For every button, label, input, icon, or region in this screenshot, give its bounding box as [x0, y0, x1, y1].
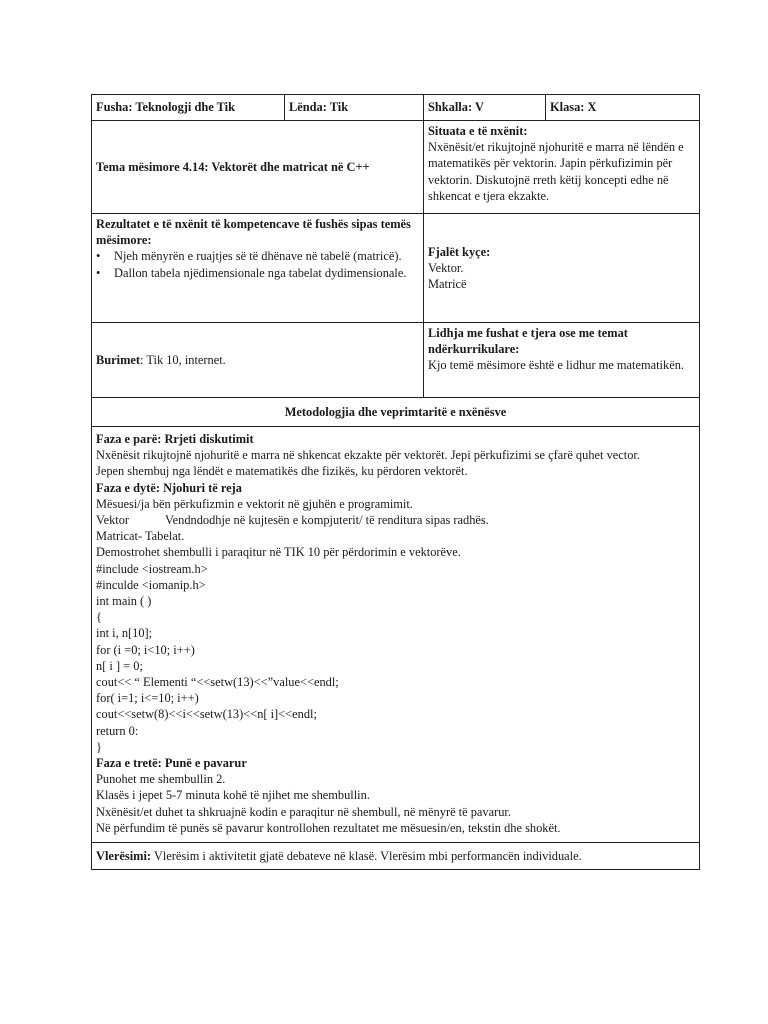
faza1-p2: Jepen shembuj nga lëndët e matematikës dhe fizikës, ku përdoren vektorët. — [96, 464, 468, 479]
rezultatet-cell — [92, 214, 424, 323]
fjalet-cell — [424, 214, 700, 323]
fjalet-item: Vektor. — [428, 260, 464, 275]
faza1-title: Faza e parë: Rrjeti diskutimit — [96, 432, 254, 446]
burimet-label: Burimet — [96, 352, 141, 367]
fjalet-item: Matricë — [428, 277, 467, 292]
faza3-line: Në përfundim të punës së pavarur kontrollohen rezultatet me mësuesin/en, tekstin dhe shokët. — [96, 820, 561, 835]
rezultatet-item: • Dallon tabela njëdimensionale nga tabelat dydimensionale. — [96, 265, 419, 281]
tema-label: Tema mësimore 4.14: — [96, 159, 209, 174]
vektor-definition: Vendndodhje në kujtesën e kompjuterit/ të renditura sipas radhës. — [165, 513, 489, 528]
rezultatet-row — [92, 214, 700, 323]
code-line: #include <iostream.h> — [96, 561, 208, 576]
vleresimi-cell — [92, 843, 700, 870]
rezultatet-title: Rezultatet e të nxënit të kompetencave të fushës sipas temës mësimore: — [96, 217, 411, 248]
fjalet-title: Fjalët kyçe: — [428, 244, 491, 259]
code-line: cout<<setw(8)<<i<<setw(13)<<n[ i]<<endl; — [96, 707, 317, 722]
metodologjia-row — [92, 398, 700, 427]
klasa-cell: Klasa: X — [546, 95, 700, 121]
faza3-line: Punohet me shembullin 2. — [96, 772, 226, 787]
burimet-text: : Tik 10, internet. — [140, 352, 226, 367]
vektor-term: Vektor — [96, 513, 130, 528]
faza2-vektor-line — [96, 512, 695, 528]
metodologjia-heading: Metodologjia dhe veprimtaritë e nxënësve — [92, 398, 700, 427]
situata-text: Nxënësit/et rikujtojnë njohuritë e marra në lëndën e matematikës për vektorin. Japin përkufizimin për vektorin. Diskutojnë rreth këtij koncepti edhe në shkencat e tjera ekzakte. — [428, 140, 684, 203]
faza-cell — [92, 427, 700, 843]
tema-text: Vektorët dhe matricat në C++ — [208, 159, 370, 174]
situata-cell — [424, 121, 700, 214]
lidhja-text: Kjo temë mësimore është e lidhur me matematikën. — [428, 358, 684, 373]
burimet-cell — [92, 323, 424, 398]
code-line: } — [96, 739, 102, 754]
faza2-p1: Mësuesi/ja bën përkufizmin e vektorit në gjuhën e programimit. — [96, 496, 413, 511]
rezultatet-list — [96, 248, 419, 280]
code-line: { — [96, 610, 102, 625]
faza3-title: Faza e tretë: Punë e pavarur — [96, 756, 247, 771]
burimet-row — [92, 323, 700, 398]
faza-row — [92, 427, 700, 843]
lesson-plan-table — [91, 94, 700, 870]
faza2-p2: Matricat- Tabelat. — [96, 529, 185, 544]
lidhja-title: Lidhja me fushat e tjera ose me temat ndërkurrikulare: — [428, 326, 628, 357]
fusha-cell: Fusha: Teknologji dhe Tik — [92, 95, 285, 121]
situata-title: Situata e të nxënit: — [428, 124, 528, 138]
vleresimi-text: Vlerësim i aktivitetit gjatë debateve në klasë. Vlerësim mbi performancën individuale. — [151, 848, 582, 863]
code-line: for( i=1; i<=10; i++) — [96, 691, 199, 706]
faza2-p3: Demostrohet shembulli i paraqitur në TIK 10 për përdorimin e vektorëve. — [96, 545, 461, 560]
shkalla-cell: Shkalla: V — [424, 95, 546, 121]
faza3-line: Nxënësit/et duhet ta shkruajnë kodin e paraqitur në shembull, në mënyrë të pavarur. — [96, 804, 511, 819]
header-row — [92, 95, 700, 121]
lidhja-cell — [424, 323, 700, 398]
code-line: int main ( ) — [96, 594, 152, 609]
tema-cell — [92, 121, 424, 214]
faza1-p1: Nxënësit rikujtojnë njohuritë e marra në shkencat ekzakte për vektorët. Jepi përkufizimi se çfarë quhet vector. — [96, 448, 640, 463]
vleresimi-row — [92, 843, 700, 870]
faza3-line: Klasës i jepet 5-7 minuta kohë të njihet me shembullin. — [96, 788, 370, 803]
code-line: return 0: — [96, 723, 139, 738]
code-listing — [96, 561, 695, 755]
code-line: cout<< “ Elementi “<<setw(13)<<”value<<endl; — [96, 675, 339, 690]
tema-row — [92, 121, 700, 214]
rezultatet-item: • Njeh mënyrën e ruajtjes së të dhënave në tabelë (matricë). — [96, 248, 419, 264]
lenda-cell: Lënda: Tik — [285, 95, 424, 121]
code-line: int i, n[10]; — [96, 626, 153, 641]
vleresimi-label: Vlerësimi: — [96, 848, 152, 863]
code-line: for (i =0; i<10; i++) — [96, 642, 195, 657]
code-line: n[ i ] = 0; — [96, 658, 143, 673]
faza2-title: Faza e dytë: Njohuri të reja — [96, 480, 243, 495]
code-line: #inculde <iomanip.h> — [96, 577, 206, 592]
